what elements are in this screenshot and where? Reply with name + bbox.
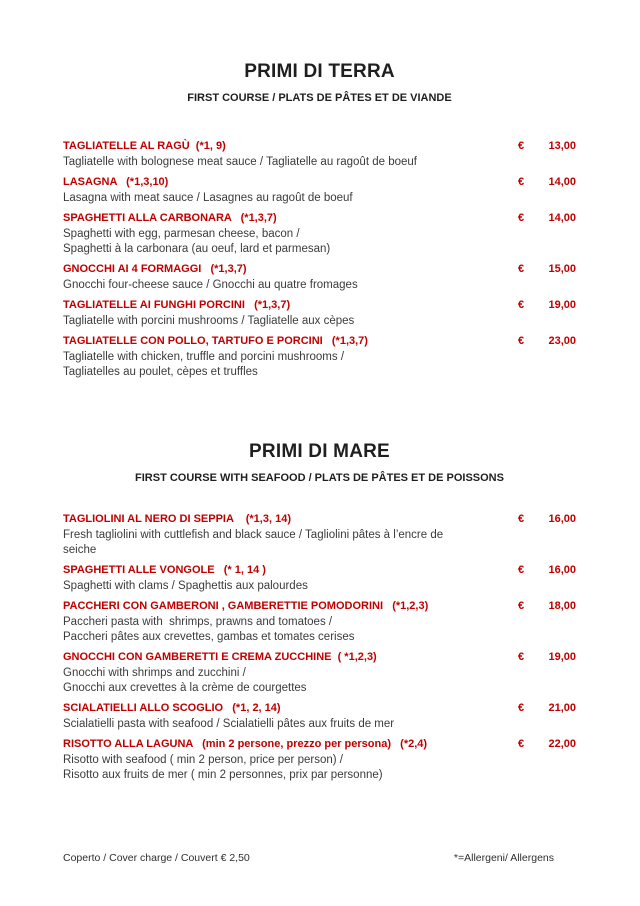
item-price (518, 333, 576, 350)
item-description: Gnocchi aux crevettes à la crème de courgettes (63, 682, 307, 694)
currency-symbol: € (518, 738, 525, 750)
item-price (518, 511, 576, 528)
currency-symbol: € (518, 299, 525, 311)
currency-symbol: € (518, 651, 525, 663)
currency-symbol: € (518, 176, 525, 188)
price-value: 14,00 (548, 212, 576, 224)
item-price (518, 736, 576, 753)
currency-symbol: € (518, 513, 525, 525)
item-name: TAGLIATELLE AI FUNGHI PORCINI (*1,3,7) (63, 299, 291, 311)
price-value: 16,00 (548, 513, 576, 525)
item-header (63, 297, 576, 314)
item-header (63, 261, 576, 278)
menu-item (63, 598, 576, 645)
item-header (63, 511, 576, 528)
item-header (63, 649, 576, 666)
currency-symbol: € (518, 212, 525, 224)
item-price (518, 261, 576, 278)
item-price (518, 297, 576, 314)
item-description: Lasagna with meat sauce / Lasagnes au ragoût de boeuf (63, 192, 353, 204)
item-header (63, 333, 576, 350)
price-value: 19,00 (548, 651, 576, 663)
menu-items-terra (63, 138, 576, 380)
item-description: Paccheri pasta with shrimps, prawns and tomatoes / (63, 616, 333, 628)
item-price (518, 649, 576, 666)
menu-item (63, 562, 576, 594)
item-description: Tagliatelle with porcini mushrooms / Tagliatelle aux cèpes (63, 315, 355, 327)
item-description: Tagliatelle with chicken, truffle and porcini mushrooms / (63, 351, 345, 363)
item-description: Risotto with seafood ( min 2 person, price per person) / (63, 754, 343, 766)
currency-symbol: € (518, 564, 525, 576)
currency-symbol: € (518, 140, 525, 152)
currency-symbol: € (518, 702, 525, 714)
item-price (518, 598, 576, 615)
item-description: Fresh tagliolini with cuttlefish and black sauce / Tagliolini pâtes à l’encre de (63, 529, 444, 541)
price-value: 22,00 (548, 738, 576, 750)
menu-item (63, 649, 576, 696)
section-primi-di-terra (63, 60, 576, 380)
item-header (63, 174, 576, 191)
item-name: SPAGHETTI ALLE VONGOLE (* 1, 14 ) (63, 564, 266, 576)
item-description: Scialatielli pasta with seafood / Scialatielli pâtes aux fruits de mer (63, 718, 395, 730)
item-description: Gnocchi four-cheese sauce / Gnocchi au quatre fromages (63, 279, 358, 291)
price-value: 14,00 (548, 176, 576, 188)
menu-items-mare (63, 511, 576, 783)
price-value: 16,00 (548, 564, 576, 576)
item-name: GNOCCHI CON GAMBERETTI E CREMA ZUCCHINE ( *1,2,3) (63, 651, 377, 663)
menu-item (63, 210, 576, 257)
item-name: PACCHERI CON GAMBERONI , GAMBERETTIE POMODORINI (*1,2,3) (63, 600, 429, 612)
item-header (63, 700, 576, 717)
allergens-note: *=Allergeni/ Allergens (453, 852, 554, 864)
item-header (63, 736, 576, 753)
menu-item (63, 736, 576, 783)
price-value: 18,00 (548, 600, 576, 612)
menu-item (63, 333, 576, 380)
item-description: Spaghetti with egg, parmesan cheese, bacon / (63, 228, 300, 240)
item-header (63, 598, 576, 615)
price-value: 23,00 (548, 335, 576, 347)
item-header (63, 562, 576, 579)
item-name: LASAGNA (*1,3,10) (63, 176, 169, 188)
item-description: seiche (63, 544, 97, 556)
item-description: Paccheri pâtes aux crevettes, gambas et tomates cerises (63, 631, 355, 643)
menu-item (63, 511, 576, 558)
item-name: TAGLIATELLE CON POLLO, TARTUFO E PORCINI (*1,3,7) (63, 335, 368, 347)
item-name: SCIALATIELLI ALLO SCOGLIO (*1, 2, 14) (63, 702, 281, 714)
section-title: PRIMI DI MARE (249, 441, 390, 462)
menu-item (63, 297, 576, 329)
page-footer (63, 851, 576, 865)
item-name: RISOTTO ALLA LAGUNA (min 2 persone, prezzo per persona) (*2,4) (63, 738, 428, 750)
currency-symbol: € (518, 335, 525, 347)
section-title: PRIMI DI TERRA (244, 61, 395, 82)
item-price (518, 700, 576, 717)
price-value: 19,00 (548, 299, 576, 311)
price-value: 15,00 (548, 263, 576, 275)
item-description: Risotto aux fruits de mer ( min 2 personnes, prix par personne) (63, 769, 383, 781)
price-value: 13,00 (548, 140, 576, 152)
menu-item (63, 174, 576, 206)
currency-symbol: € (518, 600, 525, 612)
item-name: TAGLIATELLE AL RAGÙ (*1, 9) (63, 140, 226, 152)
item-price (518, 174, 576, 191)
item-name: TAGLIOLINI AL NERO DI SEPPIA (*1,3, 14) (63, 513, 291, 525)
item-price (518, 138, 576, 155)
item-description: Spaghetti à la carbonara (au oeuf, lard et parmesan) (63, 243, 331, 255)
menu-item (63, 700, 576, 732)
item-name: SPAGHETTI ALLA CARBONARA (*1,3,7) (63, 212, 277, 224)
item-header (63, 210, 576, 227)
item-description: Spaghetti with clams / Spaghettis aux palourdes (63, 580, 308, 592)
section-subtitle: FIRST COURSE WITH SEAFOOD / PLATS DE PÂTES ET DE POISSONS (135, 472, 504, 484)
item-description: Tagliatelles au poulet, cèpes et truffles (63, 366, 258, 378)
item-header (63, 138, 576, 155)
menu-item (63, 261, 576, 293)
menu-item (63, 138, 576, 170)
price-value: 21,00 (548, 702, 576, 714)
section-primi-di-mare (63, 440, 576, 783)
currency-symbol: € (518, 263, 525, 275)
item-price (518, 562, 576, 579)
cover-charge-note: Coperto / Cover charge / Couvert € 2,50 (63, 852, 250, 864)
section-subtitle: FIRST COURSE / PLATS DE PÂTES ET DE VIANDE (187, 92, 452, 104)
item-name: GNOCCHI AI 4 FORMAGGI (*1,3,7) (63, 263, 247, 275)
item-price (518, 210, 576, 227)
item-description: Tagliatelle with bolognese meat sauce / Tagliatelle au ragoût de boeuf (63, 156, 417, 168)
item-description: Gnocchi with shrimps and zucchini / (63, 667, 246, 679)
